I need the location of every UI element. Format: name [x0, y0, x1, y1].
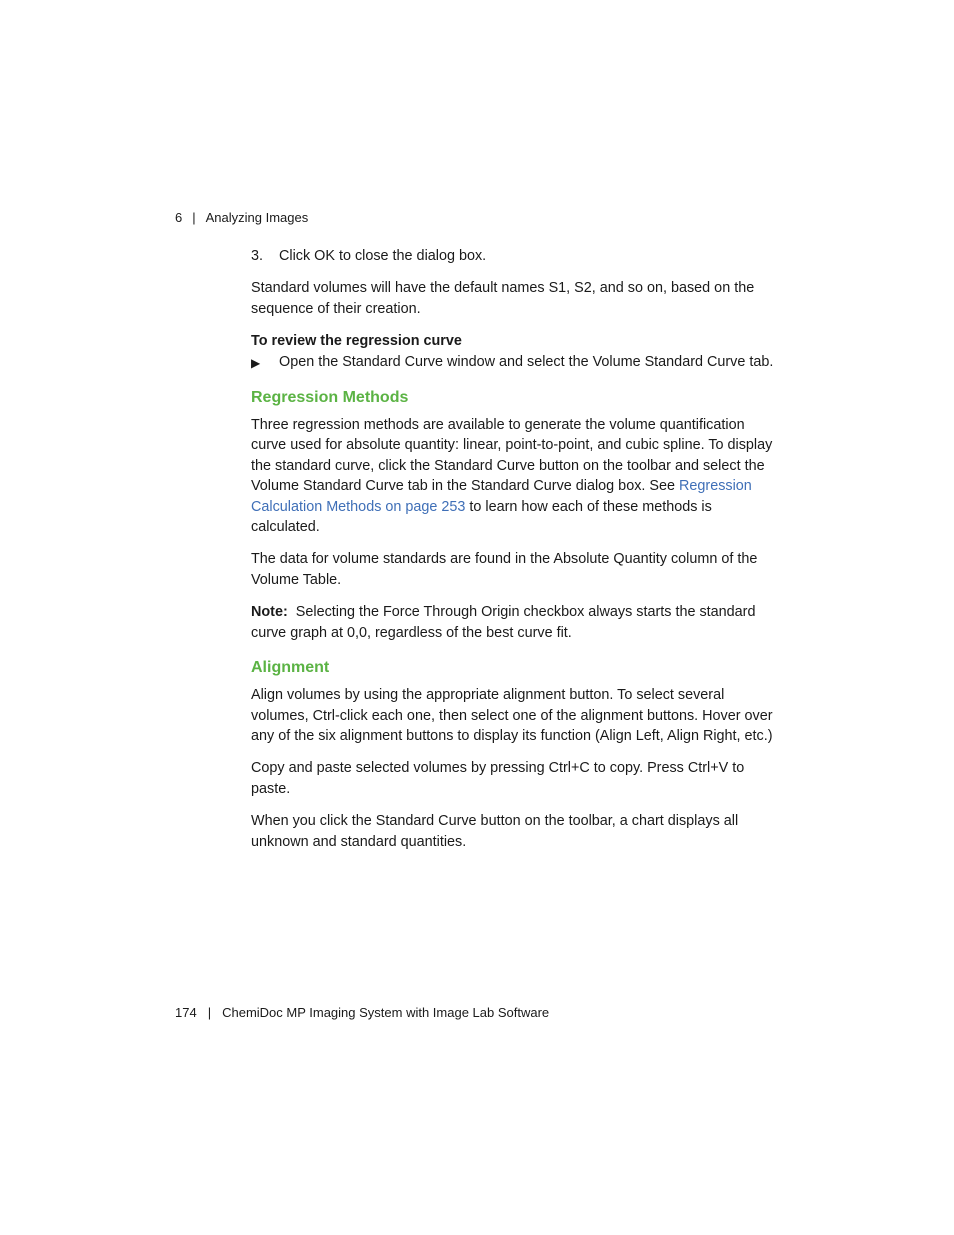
page-number: 174 — [175, 1005, 197, 1020]
regression-calculation-link[interactable]: Regression Calculation Methods on page 253 — [251, 478, 752, 515]
note-label: Note: — [251, 604, 288, 621]
note-paragraph — [251, 602, 781, 643]
step-text: Click OK to close the dialog box. — [279, 248, 487, 264]
step-3 — [251, 246, 781, 266]
regression-paragraph — [251, 415, 781, 537]
regression-methods-title: Regression Methods — [251, 389, 409, 407]
volume-standards-paragraph: The data for volume standards are found in the Absolute Quantity column of the Volume Table. — [251, 551, 758, 588]
regression-text-before-link: Three regression methods are available to generate the volume quantification curve used for absolute quantity: linear, point-to-point, and cubic spline. To display the standard curve, click the Standard Curve button on the toolbar and select the Volume Standard Curve tab in the Standard Curve dialog box. See — [251, 417, 773, 495]
page-content — [251, 246, 781, 864]
book-title: ChemiDoc MP Imaging System with Image Lab Software — [222, 1005, 550, 1020]
regression-text-after-link: to learn how each of these methods is calculated. — [251, 498, 712, 536]
footer-separator: | — [207, 1005, 212, 1020]
standard-volumes-paragraph: Standard volumes will have the default names S1, S2, and so on, based on the sequence of their creation. — [251, 280, 755, 317]
review-heading: To review the regression curve — [251, 333, 462, 350]
step-number: 3. — [251, 248, 264, 264]
note-text: Selecting the Force Through Origin checkbox always starts the standard curve graph at 0,0, regardless of the best curve fit. — [251, 604, 756, 641]
chapter-number: 6 — [175, 210, 183, 225]
review-bullet — [251, 352, 781, 373]
running-footer — [175, 1005, 549, 1021]
alignment-paragraph-1: Align volumes by using the appropriate alignment button. To select several volumes, Ctrl-click each one, then select one of the alignment buttons. Hover over any of the six alignment buttons to display its function (Align Left, Align Right, etc.) — [251, 687, 773, 744]
running-header — [175, 210, 308, 226]
header-separator: | — [192, 210, 196, 225]
bullet-arrow-icon: ▶ — [251, 355, 261, 370]
bullet-text: Open the Standard Curve window and select the Volume Standard Curve tab. — [279, 353, 774, 370]
alignment-paragraph-2: Copy and paste selected volumes by pressing Ctrl+C to copy. Press Ctrl+V to paste. — [251, 760, 745, 797]
chapter-title: Analyzing Images — [205, 210, 309, 225]
alignment-paragraph-3: When you click the Standard Curve button on the toolbar, a chart displays all unknown and standard quantities. — [251, 813, 739, 850]
alignment-title: Alignment — [251, 659, 330, 677]
